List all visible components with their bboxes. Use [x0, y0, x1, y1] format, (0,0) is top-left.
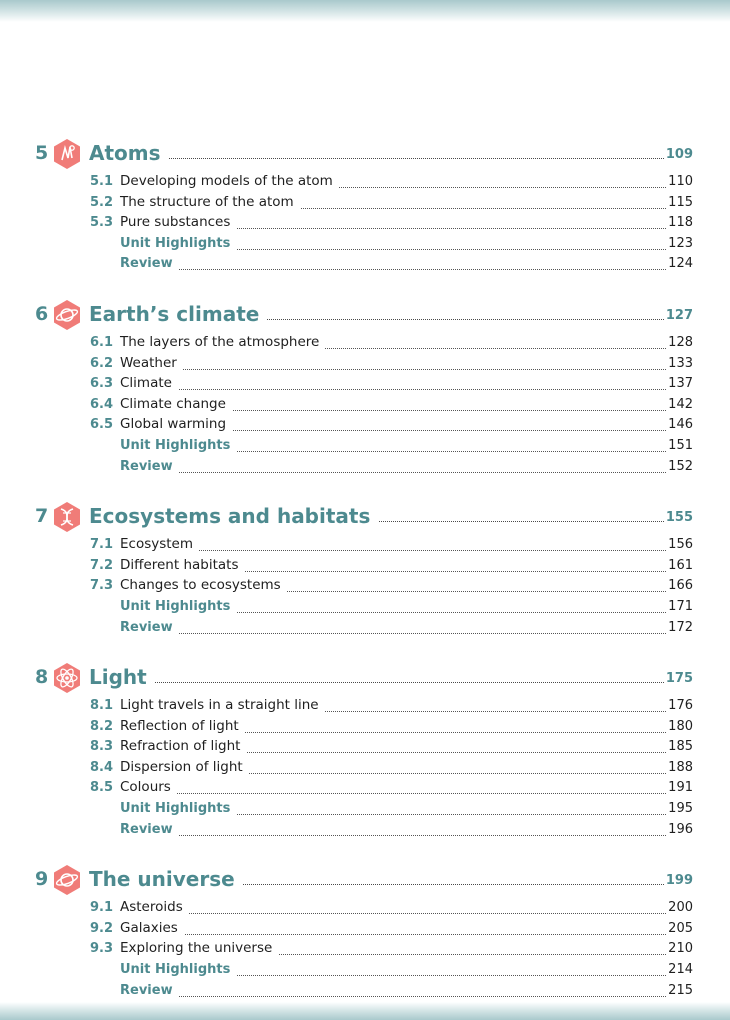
entry-title: Unit Highlights — [120, 962, 236, 977]
entry-number: 8.1 — [89, 698, 113, 714]
toc-entry[interactable] — [0, 618, 730, 639]
entry-title: Weather — [120, 355, 183, 371]
entry-title: Colours — [120, 779, 177, 795]
entry-page-number: 137 — [668, 376, 693, 392]
toc-entry[interactable] — [0, 919, 730, 940]
toc-entry[interactable] — [0, 457, 730, 478]
entry-page-number: 188 — [668, 759, 693, 775]
toc-entry[interactable] — [0, 234, 730, 255]
toc-entry[interactable] — [0, 354, 730, 375]
entry-title: Pure substances — [120, 214, 236, 230]
entry-number: 9.3 — [89, 941, 113, 957]
unit-number: 6 — [35, 302, 49, 325]
toc-entry[interactable] — [0, 939, 730, 960]
entry-page-number: 205 — [668, 920, 693, 936]
entry-title: Changes to ecosystems — [120, 577, 287, 593]
unit-page-number: 127 — [665, 307, 693, 323]
entry-page-number: 215 — [668, 982, 693, 998]
toc-entry[interactable] — [0, 758, 730, 779]
dot-leader — [125, 835, 668, 836]
toc-entry[interactable] — [0, 981, 730, 1002]
unit-entries — [0, 333, 730, 477]
entry-page-number: 110 — [668, 174, 693, 189]
unit-number: 8 — [35, 666, 49, 689]
unit-heading[interactable] — [0, 136, 730, 172]
bottom-decorative-band — [0, 1002, 730, 1020]
unit-entries — [0, 535, 730, 638]
unit-number: 5 — [35, 142, 49, 164]
toc-entry[interactable] — [0, 898, 730, 919]
toc-unit — [0, 660, 730, 840]
entry-page-number: 142 — [668, 396, 693, 412]
entry-page-number: 115 — [668, 194, 693, 210]
entry-title: Developing models of the atom — [120, 173, 339, 189]
entry-number: 5.2 — [89, 194, 113, 210]
entry-page-number: 176 — [668, 698, 693, 714]
entry-number: 6.5 — [89, 417, 113, 433]
unit-entries — [0, 898, 730, 1001]
entry-page-number: 195 — [668, 801, 693, 817]
unit-entries — [0, 172, 730, 275]
dot-leader — [125, 369, 668, 370]
entry-title: Different habitats — [120, 557, 245, 573]
dot-leader — [125, 996, 668, 997]
toc-entry[interactable] — [0, 395, 730, 416]
entry-page-number: 161 — [668, 557, 693, 573]
entry-page-number: 200 — [668, 900, 693, 916]
toc-unit — [0, 862, 730, 1001]
unit-heading[interactable] — [0, 660, 730, 696]
unit-title: Light — [89, 665, 155, 689]
toc-entry[interactable] — [0, 696, 730, 717]
entry-number: 7.1 — [89, 537, 113, 553]
entry-number: 5.1 — [89, 174, 113, 189]
unit-page-number: 155 — [665, 510, 693, 526]
toc-entry[interactable] — [0, 576, 730, 597]
dot-leader — [125, 269, 668, 270]
toc-entry[interactable] — [0, 778, 730, 799]
entry-title: Asteroids — [120, 899, 189, 915]
toc-entry[interactable] — [0, 254, 730, 275]
entry-title: Climate change — [120, 396, 232, 412]
entry-page-number: 172 — [668, 619, 693, 635]
entry-number: 8.4 — [89, 759, 113, 775]
unit-title: Atoms — [89, 141, 169, 165]
entry-title: Climate — [120, 375, 178, 391]
entry-page-number: 180 — [668, 718, 693, 734]
toc-unit — [0, 136, 730, 275]
entry-page-number: 166 — [668, 578, 693, 594]
unit-heading[interactable] — [0, 499, 730, 535]
entry-number: 8.2 — [89, 718, 113, 734]
entry-title: Dispersion of light — [120, 759, 249, 775]
toc-entry[interactable] — [0, 213, 730, 234]
entry-page-number: 210 — [668, 941, 693, 957]
toc-unit — [0, 297, 730, 477]
entry-title: Galaxies — [120, 920, 184, 936]
entry-number: 6.2 — [89, 355, 113, 371]
entry-number: 6.1 — [89, 334, 113, 350]
unit-title: Earth’s climate — [89, 302, 267, 326]
unit-number: 9 — [35, 868, 49, 891]
entry-title: Unit Highlights — [120, 801, 236, 816]
toc-entry[interactable] — [0, 820, 730, 841]
planet-ring-icon — [52, 299, 82, 331]
toc-entry[interactable] — [0, 333, 730, 354]
toc-unit — [0, 499, 730, 638]
toc-entry[interactable] — [0, 799, 730, 820]
dot-leader — [125, 913, 668, 914]
toc-entry[interactable] — [0, 535, 730, 556]
table-of-contents — [0, 136, 730, 1020]
toc-entry[interactable] — [0, 960, 730, 981]
entry-title: Refraction of light — [120, 738, 246, 754]
top-decorative-band — [0, 0, 730, 22]
dot-leader — [150, 682, 668, 683]
entry-page-number: 151 — [668, 437, 693, 453]
entry-page-number: 128 — [668, 334, 693, 350]
entry-number: 7.2 — [89, 557, 113, 573]
unit-heading[interactable] — [0, 862, 730, 898]
entry-page-number: 118 — [668, 215, 693, 231]
toc-entry[interactable] — [0, 597, 730, 618]
entry-number: 9.1 — [89, 900, 113, 916]
dna-icon — [52, 501, 82, 533]
dot-leader — [125, 793, 668, 794]
entry-title: Review — [120, 822, 179, 837]
planet-ring-icon — [52, 864, 82, 896]
entry-title: Review — [120, 459, 179, 474]
entry-page-number: 156 — [668, 537, 693, 553]
entry-title: Unit Highlights — [120, 438, 236, 453]
dot-leader — [125, 389, 668, 390]
entry-title: Reflection of light — [120, 718, 245, 734]
unit-number: 7 — [35, 505, 49, 528]
entry-number: 8.5 — [89, 780, 113, 796]
entry-title: Review — [120, 983, 179, 998]
entry-title: Unit Highlights — [120, 236, 236, 251]
entry-page-number: 196 — [668, 821, 693, 837]
toc-entry[interactable] — [0, 415, 730, 436]
entry-number: 8.3 — [89, 739, 113, 755]
entry-number: 7.3 — [89, 578, 113, 594]
toc-entry[interactable] — [0, 374, 730, 395]
toc-entry[interactable] — [0, 556, 730, 577]
dot-leader — [125, 633, 668, 634]
dot-leader — [125, 934, 668, 935]
toc-entry[interactable] — [0, 172, 730, 193]
entry-page-number: 185 — [668, 739, 693, 755]
entry-page-number: 146 — [668, 417, 693, 433]
entry-title: Ecosystem — [120, 536, 199, 552]
entry-title: Exploring the universe — [120, 940, 278, 956]
entry-title: Global warming — [120, 416, 232, 432]
entry-page-number: 171 — [668, 598, 693, 614]
entry-title: Unit Highlights — [120, 599, 236, 614]
unit-title: The universe — [89, 867, 243, 891]
dot-leader — [125, 550, 668, 551]
toc-entry[interactable] — [0, 193, 730, 214]
unit-page-number: 199 — [665, 873, 693, 889]
unit-title: Ecosystems and habitats — [89, 504, 378, 528]
entry-number: 6.3 — [89, 376, 113, 392]
entry-page-number: 133 — [668, 355, 693, 371]
entry-title: The structure of the atom — [120, 194, 300, 210]
entry-number: 6.4 — [89, 396, 113, 412]
unit-heading[interactable] — [0, 297, 730, 333]
entry-number: 5.3 — [89, 215, 113, 231]
entry-page-number: 124 — [668, 256, 693, 272]
entry-title: Light travels in a straight line — [120, 697, 325, 713]
entry-page-number: 123 — [668, 235, 693, 251]
unit-page-number: 109 — [665, 147, 693, 162]
atom-hand-icon — [52, 138, 82, 170]
toc-entry[interactable] — [0, 717, 730, 738]
atom-orbit-icon — [52, 662, 82, 694]
toc-entry[interactable] — [0, 737, 730, 758]
entry-title: Review — [120, 620, 179, 635]
entry-page-number: 214 — [668, 962, 693, 978]
toc-entry[interactable] — [0, 436, 730, 457]
dot-leader — [125, 472, 668, 473]
entry-page-number: 152 — [668, 458, 693, 474]
entry-title: The layers of the atmosphere — [120, 334, 325, 350]
unit-page-number: 175 — [665, 671, 693, 687]
entry-title: Review — [120, 256, 179, 271]
dot-leader — [150, 158, 668, 159]
entry-page-number: 191 — [668, 780, 693, 796]
unit-entries — [0, 696, 730, 840]
entry-number: 9.2 — [89, 920, 113, 936]
